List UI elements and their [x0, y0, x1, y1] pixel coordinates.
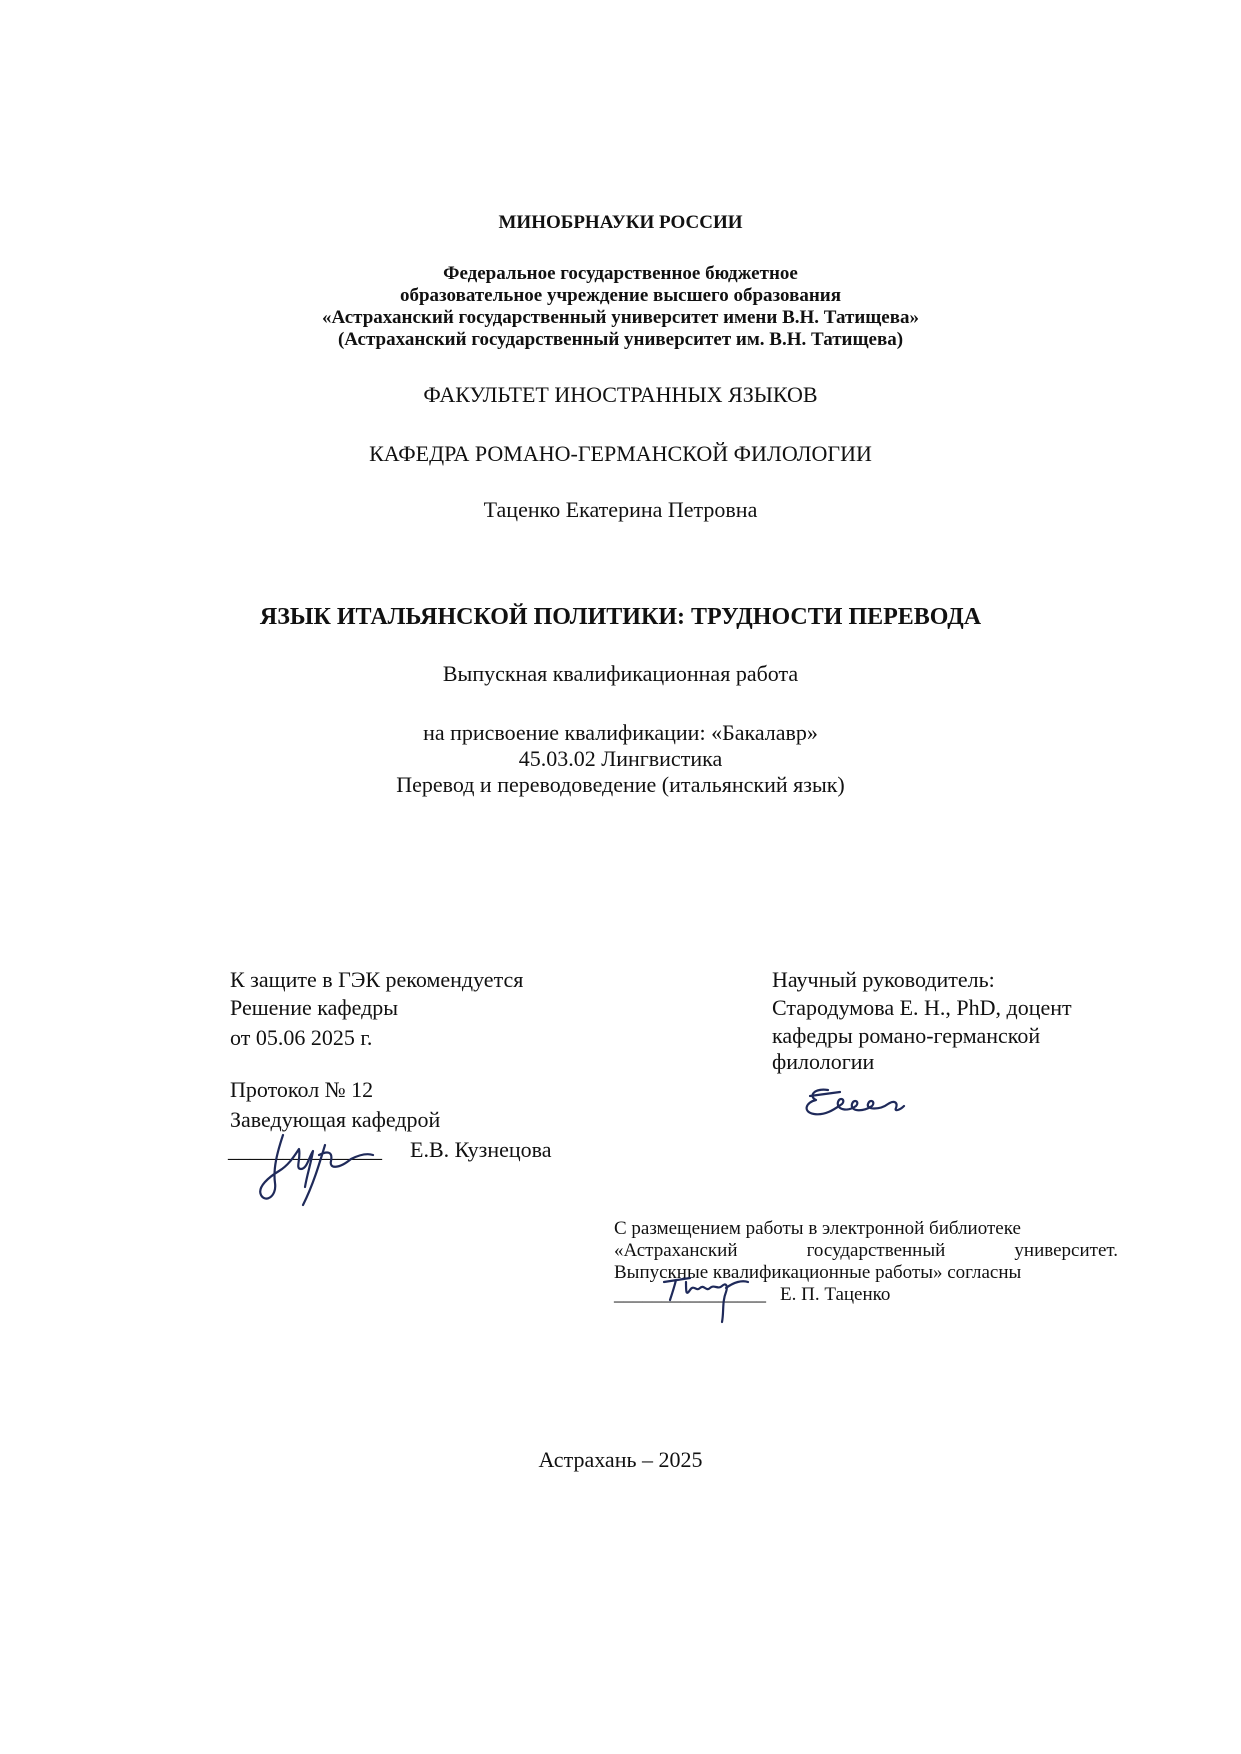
- consent-line-2-part-2: государственный: [806, 1240, 946, 1261]
- supervisor-signature: [800, 1082, 940, 1122]
- qualification: на присвоение квалификации: «Бакалавр»: [423, 720, 818, 745]
- org-line-1: Федеральное государственное бюджетное: [443, 263, 798, 284]
- specialty-code: 45.03.02 Лингвистика: [518, 746, 723, 771]
- department-name: КАФЕДРА РОМАНО-ГЕРМАНСКОЙ ФИЛОЛОГИИ: [369, 441, 872, 466]
- org-line-3: «Астраханский государственный университет имени В.Н. Татищева»: [321, 307, 919, 328]
- approval-line-1: К защите в ГЭК рекомендуется: [230, 967, 524, 992]
- consent-line-2-part-1: «Астраханский: [614, 1240, 738, 1261]
- ministry-name: МИНОБРНАУКИ РОССИИ: [498, 212, 743, 233]
- consent-signature-line: ________________: [614, 1284, 766, 1305]
- profile: Перевод и переводоведение (итальянский язык): [396, 772, 845, 797]
- consent-line-3: Выпускные квалификационные работы» согласны: [614, 1262, 1022, 1283]
- consent-line-2: [614, 1240, 1118, 1262]
- protocol-number: Протокол № 12: [230, 1077, 374, 1102]
- author-signature: [660, 1272, 760, 1327]
- supervisor-department-cont: филологии: [772, 1049, 875, 1074]
- approval-date: от 05.06 2025 г.: [230, 1025, 373, 1050]
- head-of-department-title: Заведующая кафедрой: [230, 1107, 441, 1132]
- work-type: Выпускная квалификационная работа: [442, 661, 799, 686]
- faculty-name: ФАКУЛЬТЕТ ИНОСТРАННЫХ ЯЗЫКОВ: [423, 382, 818, 407]
- city-year: Астрахань – 2025: [538, 1447, 703, 1472]
- org-line-4: (Астраханский государственный университет им. В.Н. Татищева): [337, 329, 904, 350]
- supervisor-heading: Научный руководитель:: [772, 967, 995, 992]
- consent-line-2-part-3: университет.: [1014, 1240, 1118, 1261]
- head-signature: [255, 1125, 385, 1205]
- approval-line-2: Решение кафедры: [230, 995, 399, 1020]
- head-of-department-name: Е.В. Кузнецова: [410, 1137, 552, 1162]
- supervisor-department: кафедры романо-германской: [772, 1023, 1041, 1048]
- org-line-2: образовательное учреждение высшего образования: [399, 285, 842, 306]
- consent-signer-name: Е. П. Таценко: [780, 1284, 891, 1305]
- supervisor-name: Стародумова Е. Н., PhD, доцент: [772, 995, 1072, 1020]
- head-signature-line: ______________: [228, 1137, 382, 1162]
- consent-line-1: С размещением работы в электронной библиотеке: [614, 1218, 1021, 1239]
- author-name: Таценко Екатерина Петровна: [483, 497, 758, 522]
- thesis-title: ЯЗЫК ИТАЛЬЯНСКОЙ ПОЛИТИКИ: ТРУДНОСТИ ПЕРЕВОДА: [259, 604, 982, 630]
